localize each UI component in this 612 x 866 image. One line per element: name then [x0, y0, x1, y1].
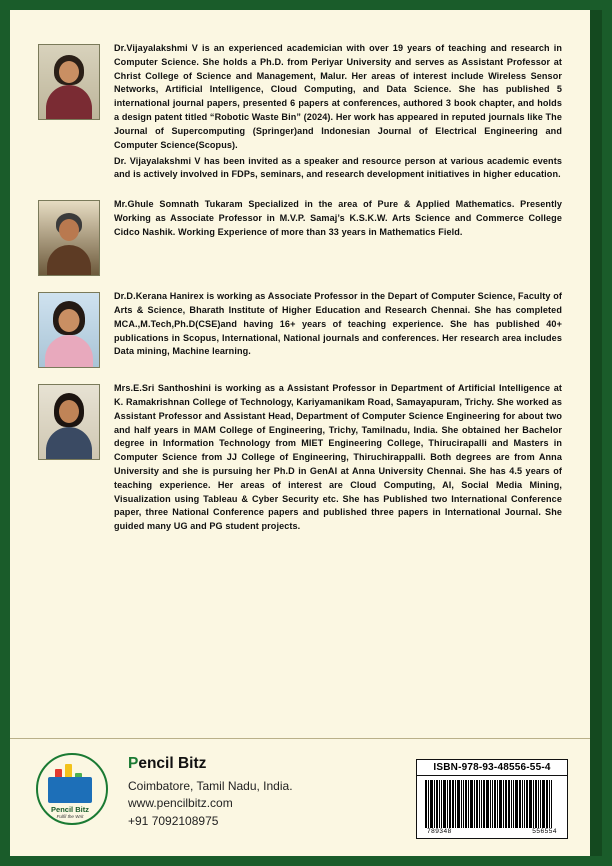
- author-bio-text: [114, 382, 562, 536]
- author-bio-item: [38, 290, 562, 368]
- barcode-bars: [417, 776, 567, 828]
- author-photo: [38, 44, 100, 120]
- cover-content: [10, 10, 590, 856]
- logo-tagline-text: Fulfil the Writ: [56, 814, 84, 819]
- publisher-phone: +91 7092108975: [128, 813, 219, 828]
- barcode-digits-left: 789348: [427, 828, 452, 835]
- author-bio-text: [114, 290, 562, 361]
- author-bio-text: [114, 198, 562, 241]
- publisher-logo-icon: [32, 753, 110, 835]
- publisher-website[interactable]: www.pencilbitz.com: [128, 796, 233, 811]
- publisher-name-initial: P: [128, 755, 139, 772]
- author-bios-section: [10, 10, 590, 738]
- publisher-footer: [10, 738, 590, 856]
- author-bio-paragraph: Mr.Ghule Somnath Tukaram Specialized in the area of Pure & Applied Mathematics. Presently Working as Associate Professor in M.V.P. Samaj’s K.S.K.W. Arts Science and Commerce College Cidco Nashik. Working Experience of more than 33 years in Mathematics Field.: [114, 199, 562, 237]
- author-bio-item: [38, 382, 562, 536]
- author-bio-paragraph: Dr. Vijayalakshmi V has been invited as a speaker and resource person at various academic events and is actively involved in FDPs, seminars, and research development initiatives in higher education.: [114, 155, 562, 180]
- cover-frame-left: [0, 0, 10, 866]
- author-photo: [38, 384, 100, 460]
- author-bio-paragraph: Dr.D.Kerana Hanirex is working as Associate Professor in the Depart of Computer Science, Faculty of Arts & Science, Bharath Institute of Higher Education and Research Chennai. She has completed MCA.,M.Tech,Ph.D(CSE)and having 16+ years of teaching experience. She has published 40+ publications in Scopus, International, National journals and conferences. Her research area includes Data mining, Machine learning.: [114, 291, 562, 357]
- publisher-info: [110, 751, 416, 830]
- author-bio-paragraph: Mrs.E.Sri Santhoshini is working as a Assistant Professor in Department of Artificial Intelligence at K. Ramakrishnan College of Technology, Kariyamanikam Road, Samayapuram, Trichy. She worked as Assistant Professor and Assistant Head, Department of Computer Science Engineering for about two and half years in MAM College of Engineering, Trichy, Tamilnadu, India. She obtained her Bachelor degree in Information Technology from MIET Engineering College, Thirucirapalli and Masters in Computer Science from JJ College of Engineering, Thiruchirappalli. Both degrees are from Anna University and she is pursuing her Ph.D in GenAI at Anna University Chennai. She has 4.5 years of teaching experience. Her areas of interest are Cloud Computing, AI, Social Media Mining, Visualization using Tableau & Cyber Security etc. She has Published two International Conference paper, three National Conference papers and published three papers in International Journal. She guided many UG and PG student projects.: [114, 383, 562, 532]
- author-bio-paragraph: Dr.Vijayalakshmi V is an experienced academician with over 19 years of teaching and research in Computer Science. She holds a Ph.D. from Periyar University and serves as Assistant Professor at Christ College of Science and Management, Malur. Her areas of interest include Wireless Sensor Networks, Artificial Intelligence, Cloud Computing, and Data Science. She has published 5 international journal papers, presented 6 papers at conferences, authored 3 book chapter, and holds a design patent titled “Robotic Waste Bin” (2024). Her work has appeared in reputed journals like The Journal of Supercomputing (Springer)and Indonesian Journal of Electrical Engineering and Computer Science(Scopus).: [114, 43, 562, 150]
- author-bio-item: [38, 42, 562, 184]
- isbn-label: ISBN-978-93-48556-55-4: [417, 760, 567, 776]
- author-bio-text: [114, 42, 562, 184]
- logo-name-text: Pencil Bitz: [51, 805, 89, 814]
- publisher-name: [128, 755, 416, 773]
- publisher-address: Coimbatore, Tamil Nadu, India.: [128, 779, 293, 793]
- isbn-barcode: [416, 759, 568, 839]
- author-photo: [38, 200, 100, 276]
- cover-frame-bottom: [0, 856, 612, 866]
- author-photo: [38, 292, 100, 368]
- barcode-digits-right: 556554: [532, 828, 557, 835]
- cover-frame-right: [602, 0, 612, 866]
- cover-frame-top: [0, 0, 612, 10]
- barcode-digits: [417, 828, 567, 838]
- publisher-name-rest: encil Bitz: [138, 755, 207, 772]
- author-bio-item: [38, 198, 562, 276]
